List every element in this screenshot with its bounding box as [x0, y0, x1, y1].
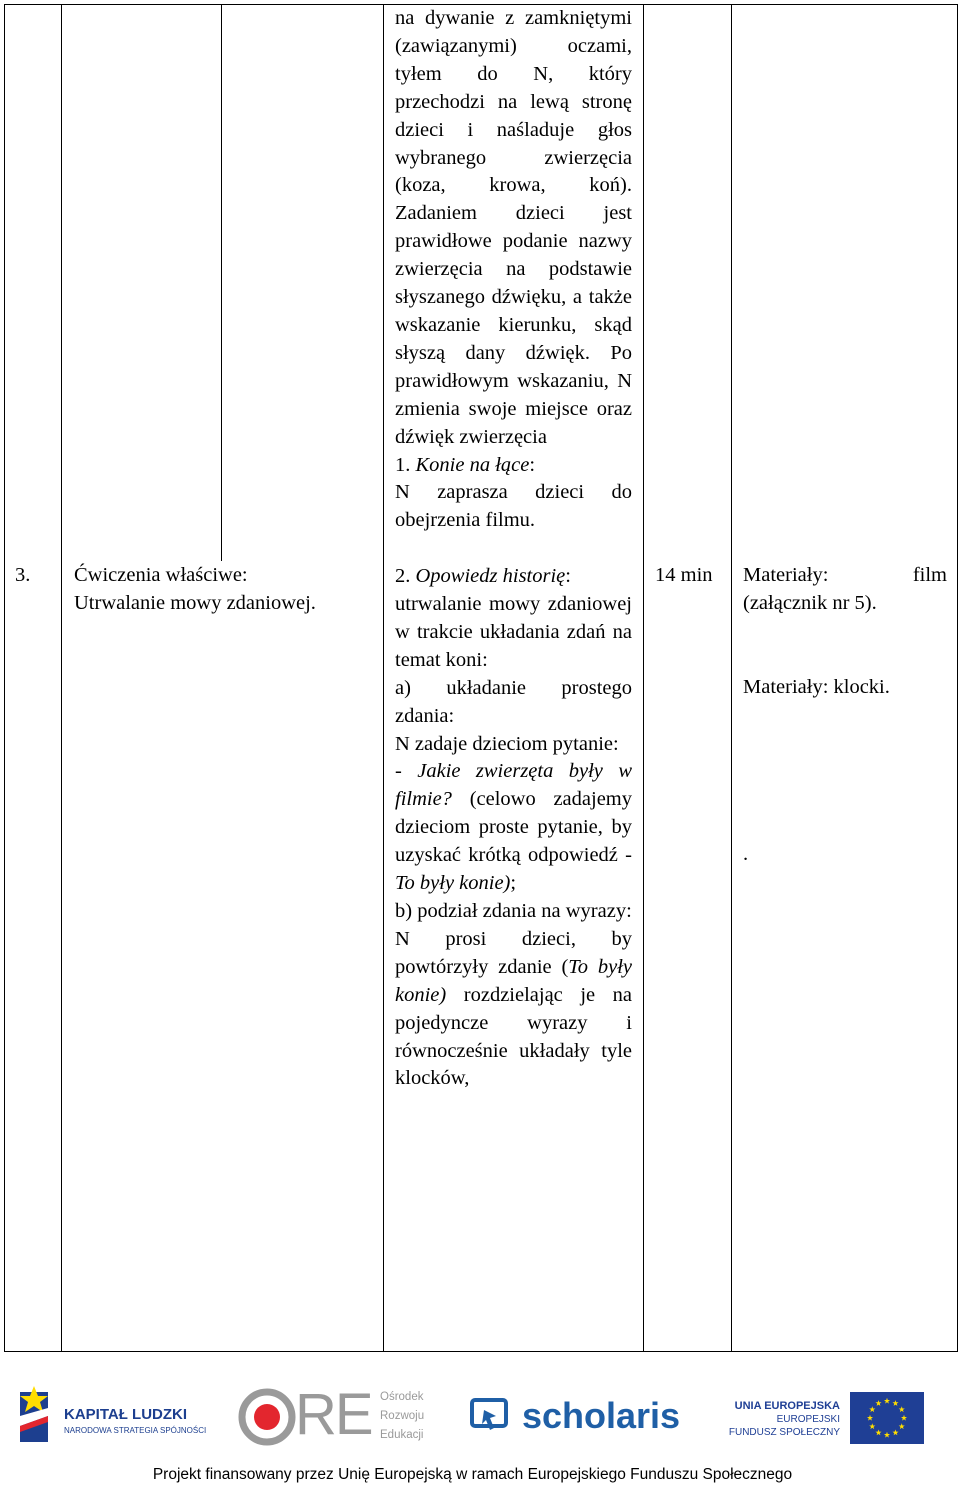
col-divider-4: [731, 4, 732, 1352]
row-number: 3.: [15, 564, 31, 586]
ore-name-line-1: Ośrodek: [380, 1391, 424, 1403]
activity-1-number: 1.: [395, 453, 411, 476]
topic-line-2: Utrwalanie mowy zdaniowej.: [74, 591, 316, 614]
eu-text-line-2: EUROPEJSKI: [776, 1414, 840, 1425]
topic-line-1: Ćwiczenia właściwe:: [74, 564, 248, 586]
kl-title: KAPITAŁ LUDZKI: [64, 1406, 188, 1423]
answer-semicolon: ;: [510, 872, 517, 895]
activity-1-text: N zaprasza dzieci do obejrzenia filmu.: [395, 481, 632, 532]
ore-logo: [238, 1382, 438, 1448]
table-border-right: [957, 4, 958, 1352]
answer-text: To były konie): [395, 872, 511, 895]
activity-2-number: 2.: [395, 565, 411, 588]
activity-1-title: Konie na łące: [415, 453, 530, 476]
previous-activity-text: na dywanie z zamkniętymi (zawiązanymi) oczami, tyłem do N, który przechodzi na lewą stronę dzieci i naśladuje głos wybranego zwierzęcia (koza, krowa, koń). Zadaniem dzieci jest prawidłowe podanie nazwy zwierzęcia na podstawie słyszanego dźwięku, a także wskazanie kierunku, skąd słyszą dany dźwięk. Po prawidłowym wskazaniu, N zmienia swoje miejsce oraz dźwięk zwierzęcia: [395, 7, 632, 448]
question-paren-text: (celowo zadajemy dzieciom proste pytanie, by uzyskać krótką odpowiedź -: [395, 788, 632, 867]
footer: [0, 1372, 960, 1486]
activity-1-heading: [395, 452, 632, 480]
materials-2: Materiały: klocki.: [743, 676, 890, 698]
activity-2-title: Opowiedz historię: [415, 565, 566, 588]
materials-3: .: [743, 843, 749, 865]
b-text: N prosi dzieci, by powtórzyły zdanie (: [395, 927, 632, 978]
eu-text-line-1: UNIA EUROPEJSKA: [734, 1400, 840, 1412]
activity-2a-text: N zadaje dzieciom pytanie:: [395, 732, 619, 755]
ore-name-line-3: Edukacji: [380, 1429, 424, 1441]
activity-2b-text: [395, 926, 632, 1093]
paragraph-gap: [395, 535, 632, 563]
col-divider-2: [383, 4, 384, 1352]
activity-2-intro: utrwalanie mowy zdaniowej w trakcie układania zdań na temat koni:: [395, 593, 632, 671]
activity-2a-question: [395, 758, 632, 898]
activity-2a: a) układanie prostego zdania:: [395, 676, 632, 727]
activity-1-colon: :: [529, 453, 536, 476]
activity-2-colon: :: [565, 565, 571, 588]
scholaris-logo: [470, 1394, 680, 1442]
table-border-left: [4, 4, 5, 1352]
col-divider-3: [643, 4, 644, 1352]
eu-text-line-3: FUNDUSZ SPOŁECZNY: [728, 1427, 840, 1438]
lesson-table: [4, 4, 958, 1352]
eu-flag-icon: [850, 1392, 924, 1444]
ore-name: [380, 1388, 424, 1445]
footer-text: Projekt finansowany przez Unię Europejską w ramach Europejskiego Funduszu Społecznego: [152, 1466, 793, 1483]
table-border-bottom: [4, 1351, 958, 1352]
b-rest: rozdzielając je na pojedyncze wyrazy i równocześnie układały tyle klocków,: [395, 983, 632, 1090]
kapital-ludzki-logo: [14, 1386, 207, 1446]
question-dash: -: [395, 760, 418, 783]
activity-2b: b) podział zdania na wyrazy:: [395, 899, 632, 922]
ore-name-line-2: Rozwoju: [380, 1410, 425, 1422]
kapital-ludzki-emblem-icon: [14, 1386, 54, 1444]
row-duration: 14 min: [655, 564, 713, 586]
col-divider-prev-row: [221, 4, 222, 561]
ore-circle-icon: [238, 1388, 296, 1446]
b-quote: To były konie): [395, 955, 632, 1006]
question-text: Jakie zwierzęta były w filmie?: [395, 760, 632, 811]
kl-subtitle: NARODOWA STRATEGIA SPÓJNOŚCI: [64, 1426, 207, 1435]
activity-2-heading: [395, 563, 632, 591]
eu-text: [720, 1400, 840, 1439]
materials-1-text: Materiały: film (załącznik nr 5).: [743, 564, 947, 614]
ore-wordmark: RE: [295, 1382, 372, 1447]
scholaris-screen-icon: [470, 1396, 526, 1440]
col-divider-1: [61, 4, 62, 1352]
materials-1: [743, 562, 947, 618]
scholaris-wordmark: scholaris: [522, 1395, 681, 1436]
description-cell: [395, 5, 632, 1093]
row-topic: [74, 562, 374, 618]
eu-logo: [720, 1390, 930, 1450]
